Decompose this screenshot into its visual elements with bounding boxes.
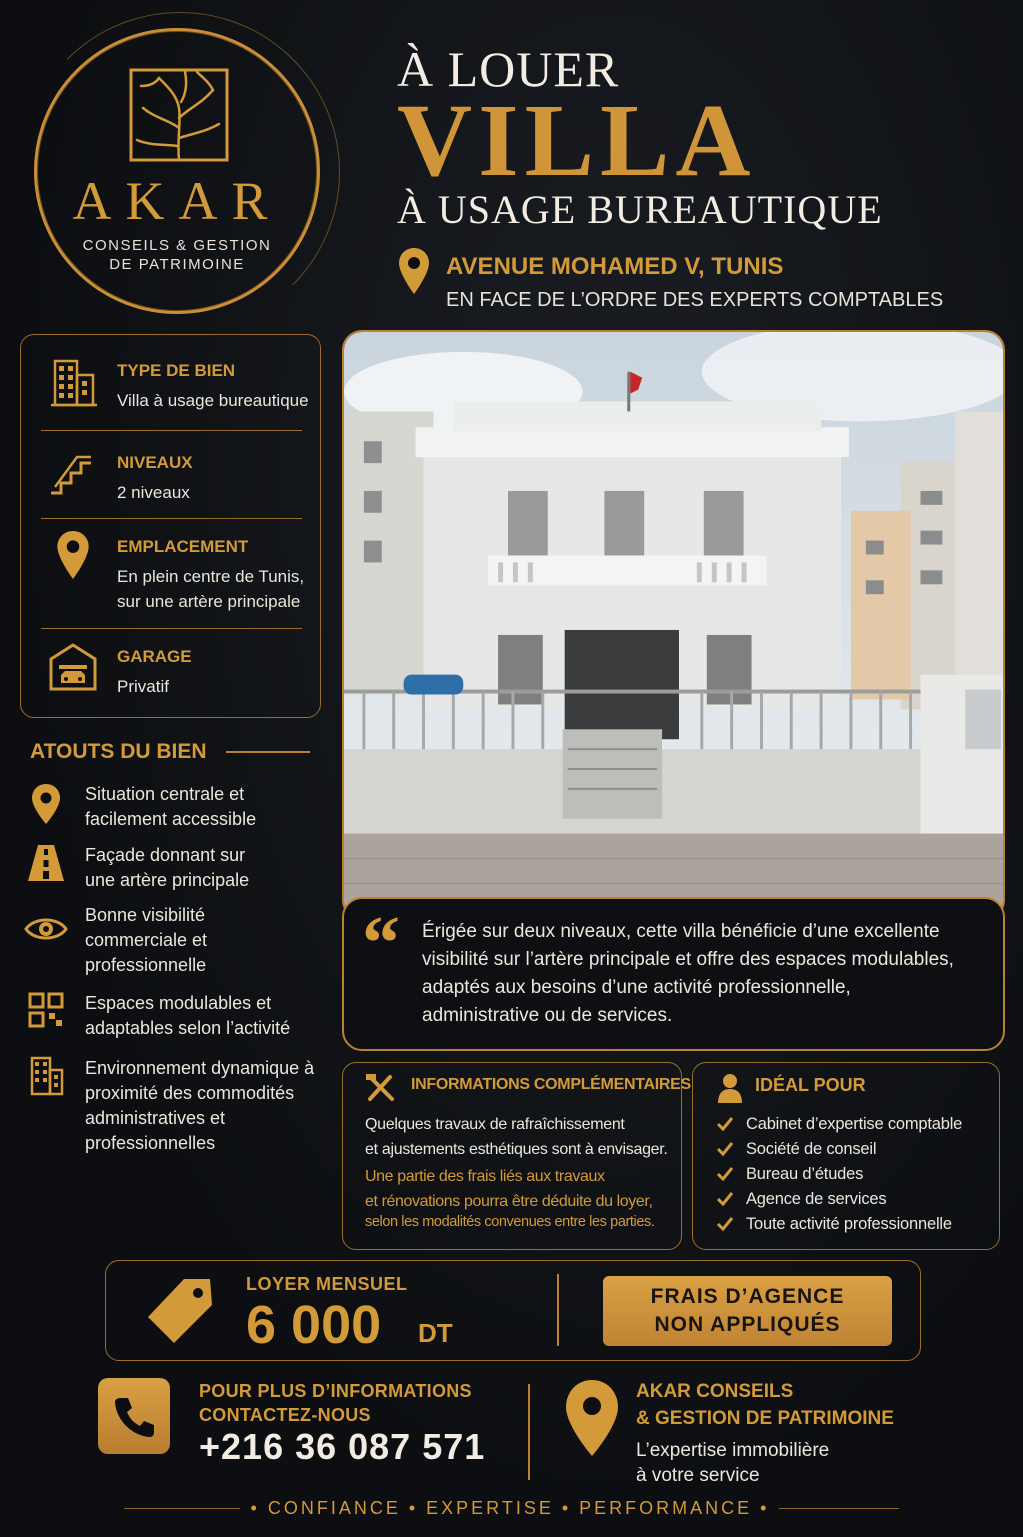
rent-amount: 6 000 (246, 1295, 382, 1355)
location-pin-icon (565, 1380, 619, 1456)
location-pin-icon (399, 248, 429, 294)
info-label: TYPE DE BIEN (117, 361, 236, 380)
info-label: EMPLACEMENT (117, 537, 249, 556)
atout-text: Façade donnant sur une artère principale (85, 845, 250, 890)
atout-text: Bonne visibilité commerciale et professionnelle (85, 905, 208, 975)
headline-a-louer: À LOUER (397, 41, 620, 97)
atouts-divider (226, 751, 310, 753)
atout-text: Espaces modulables et adaptables selon l’activité (85, 993, 291, 1038)
list-item: Cabinet d’expertise comptable (716, 1112, 962, 1137)
divider (41, 518, 302, 519)
agency-slogan-line1: L’expertise immobilière (636, 1440, 830, 1461)
garage-icon (47, 641, 99, 693)
list-item: Bureau d’études (716, 1162, 962, 1187)
road-icon (24, 843, 68, 883)
description-text: Érigée sur deux niveaux, cette villa bénéficie d’une excellente visibilité sur l’artère principale et offre des espaces modulables, adaptés aux besoins d’une activité professionnelle, administrative ou de services. (422, 921, 954, 1026)
person-icon (717, 1073, 743, 1103)
info-value: En plein centre de Tunis, sur une artère principale (117, 567, 305, 611)
check-icon (716, 1191, 734, 1207)
list-item: Toute activité professionnelle (716, 1212, 962, 1237)
modular-grid-icon (24, 991, 68, 1031)
check-icon (716, 1216, 734, 1232)
eye-icon (24, 909, 68, 949)
divider (41, 628, 302, 629)
headline-villa: VILLA (397, 83, 757, 198)
building-icon (24, 1056, 68, 1096)
footer-line-right (779, 1508, 899, 1509)
check-icon (716, 1166, 734, 1182)
info-label: NIVEAUX (117, 453, 193, 472)
headline-usage: À USAGE BUREAUTIQUE (397, 187, 883, 232)
villa-photo (342, 330, 1005, 920)
list-item: Société de conseil (716, 1137, 962, 1162)
ideal-for-title: IDÉAL POUR (755, 1075, 866, 1095)
info-value: Villa à usage bureautique (117, 391, 309, 410)
rent-currency: DT (418, 1318, 453, 1348)
list-item: Agence de services (716, 1187, 962, 1212)
price-tag-icon (144, 1275, 216, 1347)
info-label: GARAGE (117, 647, 192, 666)
agency-name-line2: & GESTION DE PATRIMOINE (636, 1408, 894, 1429)
stairs-icon (47, 447, 99, 499)
divider (557, 1274, 559, 1346)
address: AVENUE MOHAMED V, TUNIS (446, 253, 784, 280)
contact-line2: CONTACTEZ-NOUS (199, 1405, 371, 1425)
check-icon (716, 1141, 734, 1157)
footer-line-left (124, 1508, 240, 1509)
logo-wordmark: AKAR (72, 171, 282, 231)
contact-line1: POUR PLUS D’INFORMATIONS (199, 1381, 472, 1401)
atouts-title: ATOUTS DU BIEN (30, 740, 207, 763)
rent-label: LOYER MENSUEL (246, 1274, 408, 1294)
atout-text: Environnement dynamique à proximité des commodités administratives et professionnelles (85, 1058, 315, 1153)
phone-number[interactable]: +216 36 087 571 (199, 1426, 486, 1467)
ideal-for-list (716, 1112, 962, 1237)
complementary-title: INFORMATIONS COMPLÉMENTAIRES (411, 1076, 691, 1093)
property-info-panel (20, 334, 321, 718)
building-icon (47, 355, 99, 407)
complementary-text: Quelques travaux de rafraîchissement et ajustements esthétiques sont à envisager. (365, 1116, 668, 1158)
check-icon (716, 1116, 734, 1132)
location-pin-icon (57, 531, 89, 579)
quote-mark-icon: “ (362, 901, 400, 985)
complementary-note: selon les modalités convenues entre les parties. (365, 1214, 655, 1230)
info-value: 2 niveaux (117, 483, 190, 502)
tools-icon (364, 1073, 398, 1103)
info-value: Privatif (117, 677, 169, 696)
divider (41, 430, 302, 431)
logo-tagline: CONSEILS & GESTION DE PATRIMOINE (82, 237, 272, 273)
address-detail: EN FACE DE L’ORDRE DES EXPERTS COMPTABLES (446, 289, 944, 311)
divider (528, 1384, 530, 1480)
agency-slogan-line2: à votre service (636, 1465, 760, 1486)
agency-fee-badge: FRAIS D’AGENCE NON APPLIQUÉS (603, 1276, 892, 1346)
agency-name-line1: AKAR CONSEILS (636, 1381, 794, 1402)
tree-roots-icon (129, 68, 229, 162)
footer-values: • CONFIANCE • EXPERTISE • PERFORMANCE • (250, 1498, 770, 1518)
phone-icon[interactable] (98, 1378, 170, 1454)
location-pin-icon (24, 782, 68, 826)
atout-text: Situation centrale et facilement accessible (85, 784, 257, 829)
complementary-highlight: Une partie des frais liés aux travaux et rénovations pourra être déduite du loyer, (365, 1168, 653, 1210)
